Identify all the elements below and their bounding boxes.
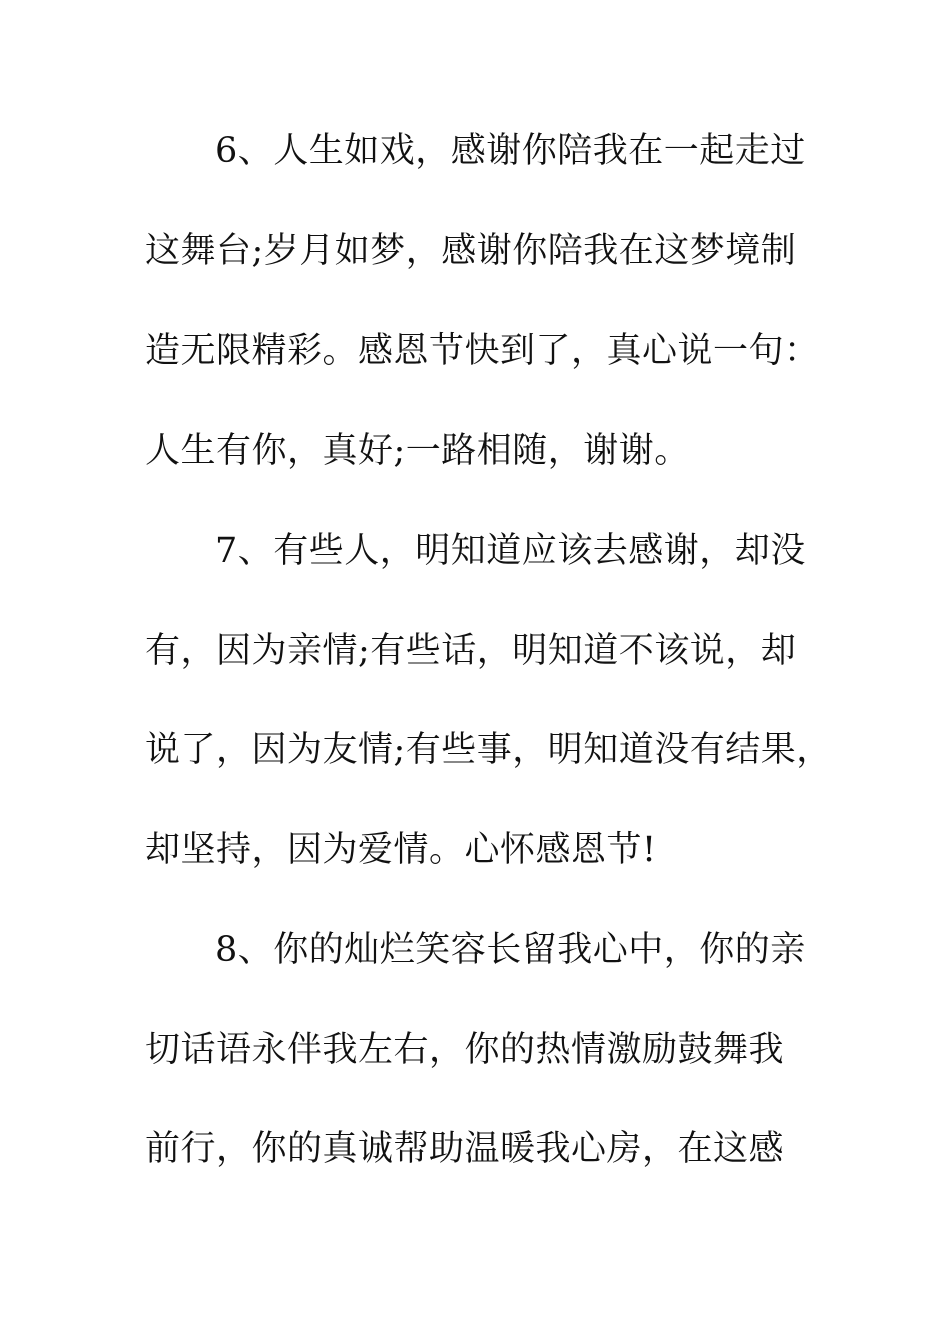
- paragraph-7-line-4: 却坚持，因为爱情。心怀感恩节!: [145, 830, 657, 870]
- paragraph-6-line-2: 这舞台;岁月如梦，感谢你陪我在这梦境制: [145, 231, 797, 271]
- paragraph-7-line-3: 说了，因为友情;有些事，明知道没有结果，: [145, 730, 832, 770]
- paragraph-8-line-3: 前行，你的真诚帮助温暖我心房，在这感: [145, 1129, 785, 1169]
- paragraph-8-line-2: 切话语永伴我左右，你的热情激励鼓舞我: [145, 1030, 785, 1070]
- paragraph-6-line-1: 6、人生如戏，感谢你陪我在一起走过: [215, 131, 806, 171]
- paragraph-7-line-1: 7、有些人，明知道应该去感谢，却没: [215, 531, 806, 571]
- paragraph-6-line-4: 人生有你，真好;一路相随，谢谢。: [145, 431, 690, 471]
- paragraph-7-line-2: 有，因为亲情;有些话，明知道不该说，却: [145, 631, 797, 671]
- paragraph-6-line-3: 造无限精彩。感恩节快到了，真心说一句：: [145, 331, 820, 371]
- paragraph-8-line-1: 8、你的灿烂笑容长留我心中，你的亲: [215, 930, 806, 970]
